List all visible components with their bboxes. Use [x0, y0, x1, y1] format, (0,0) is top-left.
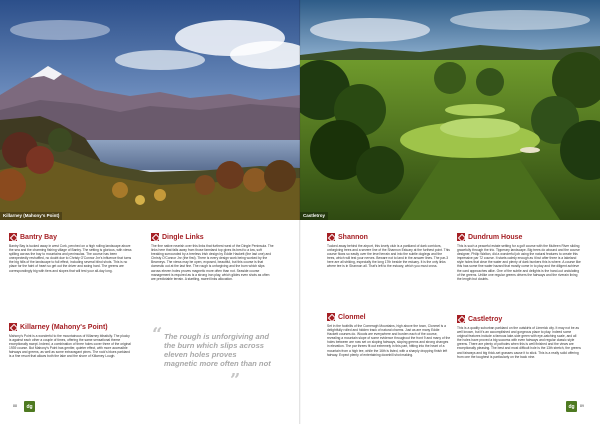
entry-body: Mahony's Point is a wonderful to the mountainous of Killarney blissfully. The plucky is against each other a couple of times, offering the same sensational theme exceptionally swept. Indeed, a combination of three holes cover three of the original 1939 course. But Mahony's Point has gentler, quieter effect, with more accessible fairways and greens, as well as some extravagant pines. The rock's blues parkland is a fine resort that allows both the lake and the shore of Killarney Lough.	[9, 334, 131, 359]
entry-bantry-bay	[9, 232, 133, 273]
entry-heading	[457, 314, 581, 324]
entry-castletroy	[457, 314, 581, 359]
entry-title: Dundrum House	[468, 233, 523, 241]
course-marker-icon	[327, 233, 335, 241]
course-marker-icon	[457, 233, 465, 241]
killarney-photo	[0, 0, 300, 220]
entry-heading	[457, 232, 581, 242]
entry-clonmel	[327, 312, 451, 357]
entry-body: Set in the foothills of the Comeragh Mountains, high above the town, Clonmel is a delightfully rolled and hidden track of natural charms. Just as are many Eddie Hackett courses do. Woods are everywhere and burden each of the course, revealing a mountain slope of some evidence throughout the front 9 and many of the holes between are now set on sloping fairways, sloping greens and strong changes in elevation. The par threes fit out extremely in this part, hitting into the heart of a mountain from a high tee, while the 16th is listed, with a sharply dropping finish left fairway. Expect plenty of entertaining downhill shot making.	[327, 324, 451, 357]
entry-heading	[9, 232, 133, 242]
entry-title: Killarney (Mahony's Point)	[20, 323, 108, 331]
brand-logo: dg	[566, 401, 577, 412]
pull-quote: The rough is unforgiving and the burn which slips across eleven holes proves magnetic more often than not	[164, 332, 271, 368]
entry-body: Bantry Bay is tucked away in west Cork, perched on a high rolling landscape above the sea and the charming fishing village of Bantry. The setting is glorious, with views spilling across the bay to mountains and peninsulas. The course has been unexpectedly reshuffled, no doubt due to Christy O'Connor Jnr's influence that turns the big hills of the landscape to full effect, including several blind shots. This is no place for the faint of heart so get out the driver and swing hard. The greens are correspondingly big with tiers and slopes that will test your all-day long.	[9, 244, 132, 273]
entry-title: Bantry Bay	[20, 233, 57, 241]
entry-body: The fine native nearish over this links that furthest west of the Dingle Peninsula. The links here that falls away from those farmland top gives its best to a low, soft breaking surrounded by a treeless Irish design by Eddie Hackett (the last one) and Christy O'Connor Jnr (the first). There is every design work being worked by the Bearneys. The views may be open, exposed, beautiful, but this course is that domestic out at the last fine. The rough is unforgiving and the burn which slips across eleven holes proves magnetic more often than not. Seaside course management is required as is a strong iron play, which glides even shots as often are predictable terrain. A startling, sweet links allocation.	[151, 244, 274, 281]
course-marker-icon	[9, 323, 17, 331]
lake-mountain-image	[0, 0, 300, 220]
golf-course-image	[300, 0, 600, 220]
course-marker-icon	[151, 233, 159, 241]
entry-title: Clonmel	[338, 313, 366, 321]
course-marker-icon	[327, 313, 335, 321]
course-marker-icon	[9, 233, 17, 241]
entry-title: Castletroy	[468, 315, 503, 323]
entry-heading	[151, 232, 275, 242]
close-quote-icon: ”	[230, 370, 241, 391]
page-number: 88	[13, 404, 17, 408]
entry-shannon	[327, 232, 451, 269]
entry-title: Shannon	[338, 233, 368, 241]
page-number: 89	[580, 404, 584, 408]
castletroy-photo	[300, 0, 600, 220]
course-marker-icon	[457, 315, 465, 323]
entry-body: Tucked away behind the airport, this lovely club is a parkland of dark corridors, unforgiving trees and a severe line of the Shannon Estuary at the furthest point. This course flows so easily over the level terrain and into the subtle doglegs and the trees, which will test your nerves. Beware not to land in the answer lines. The par-3 here are all striking, especially the long 17th beside the estuary. It is the only links where tee is in Shannon all. That's left to the estuary, which you must cross.	[327, 244, 450, 269]
open-quote-icon: “	[152, 324, 163, 345]
brand-logo: dg	[24, 401, 35, 412]
entry-heading	[327, 232, 451, 242]
entry-title: Dingle Links	[162, 233, 204, 241]
right-page	[300, 0, 600, 424]
entry-dingle-links	[151, 232, 275, 281]
entry-heading	[9, 322, 133, 332]
entry-killarney	[9, 322, 133, 359]
entry-body: This is a quality suburban parkland on the outskirts of Limerick city. It may not be as well known, but it's an accomplished and gorgeous place to play. Indeed some original features include a famous lake-side green with eye-catching scale, and all the holes have proved a big success with even fairways and regular classic style greens. There are plenty of potholes when this is well finished and the views are exceptionally pleasing. The best and most difficult hole is the 13th stretch, the greens and fairways and big thick-set grasses cause it to stick. This is a really solid offering from one the toughest is particularly on the back nine.	[457, 326, 581, 359]
photo-caption: Castletroy	[300, 212, 328, 220]
entry-body: This is such a peaceful estate setting for a golf course with the Multeen River sliding gracefully through the trio. Tipperary landscape. Big trees do abound and the course designer, Philip Walton, did a wonderful job using the natural features to create this impressive par 72 course. It starts calmly enough as it but after three is a lakeland style holes that clear the water and plenty of dark bunkers this is where. A course like this has some fine water hazard that mostly come in to play and the diligent achieve the card approaches alike. One of the subtle and delights is the hand-cut undulating of the greens. Unlike one regular greens drivers the fairways and the riverain lining the length but doubts.	[457, 244, 581, 281]
spine-gutter	[299, 0, 301, 424]
photo-caption: Killarney (Mahony's Point)	[0, 212, 62, 220]
entry-dundrum-house	[457, 232, 581, 281]
entry-heading	[327, 312, 451, 322]
